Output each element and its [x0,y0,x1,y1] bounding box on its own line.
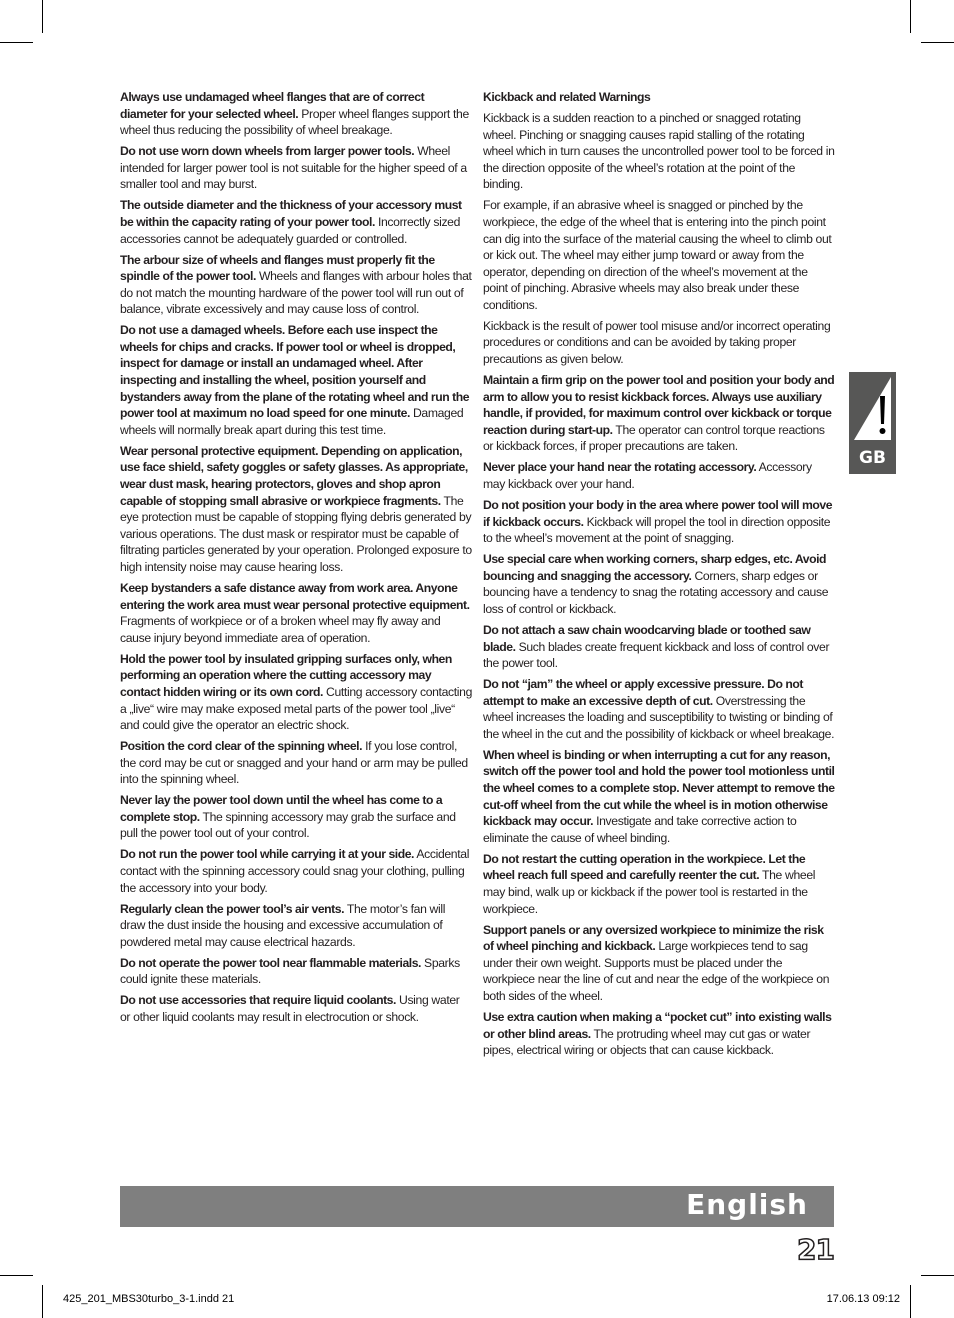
paragraph [120,955,472,988]
crop-mark [42,0,43,33]
paragraph-heading: Always use undamaged wheel flanges that are of correct diameter for your selected wheel. [120,90,425,121]
paragraph-heading: Do not use a damaged wheels. Before each use inspect the wheels for chips and cracks. If power tool or wheel is dropped, inspect for damage or install an undamaged wheel. After inspecting and installing the wheel, position yourself and bystanders away from the plane of the rotating wheel and run the power tool at maximum no load speed for one minute. [120,323,470,421]
paragraph-heading: Do not “jam” the wheel or apply excessive pressure. Do not attempt to make an excessive depth of cut. [483,677,803,708]
paragraph-text: Fragments of workpiece or of a broken wheel may fly away and cause injury beyond immediate area of operation. [120,614,441,645]
paragraph-text: The protruding wheel may cut gas or water pipes, electrical wiring or objects that can cause kickback. [483,1026,811,1058]
paragraph [483,372,835,455]
paragraph-text: Incorrectly sized accessories cannot be adequately guarded or controlled. [120,214,461,246]
paragraph-text: The spinning accessory may grab the surface and pull the power tool out of your control. [120,809,456,841]
left-column [120,89,472,1030]
paragraph [120,197,472,247]
slug-filename: 425_201_MBS30turbo_3-1.indd 21 [63,1293,235,1305]
paragraph [483,318,835,368]
paragraph-heading: The outside diameter and the thickness of your accessory must be within the capacity rating of your power tool. [120,198,462,229]
paragraph-text: Such blades create frequent kickback and loss of control over the power tool. [483,639,830,671]
paragraph [120,252,472,318]
slug-date: 17.06.13 09:12 [826,1293,900,1305]
paragraph-heading: Do not attach a saw chain woodcarving blade or toothed saw blade. [483,622,811,654]
paragraph [120,580,472,646]
paragraph-text: Wheels and flanges with arbour holes that do not match the mounting hardware of the power tool will run out of balance, vibrate excessively and may cause loss of control. [120,269,472,317]
crop-mark [921,1275,954,1276]
paragraph [120,443,472,576]
paragraph-heading: Kickback and related Warnings [483,90,651,104]
paragraph [120,89,472,139]
paragraph [483,197,835,313]
crop-mark [42,1285,43,1318]
paragraph-text: Kickback is the result of power tool misuse and/or incorrect operating procedures or conditions and can be avoided by taking proper precautions as given below. [483,318,831,367]
paragraph-heading: Use extra caution when making a “pocket cut” into existing walls or other blind areas. [483,1009,832,1041]
paragraph [120,143,472,193]
paragraph-text: Large workpieces tend to sag under their own weight. Supports must be placed under the workpiece near the line of cut and near the edge of the workpiece on both sides of the wheel. [483,939,830,1003]
paragraph [483,747,835,847]
paragraph-heading: Keep bystanders a safe distance away from work area. Anyone entering the work area must wear personal protective equipment. [120,580,470,612]
paragraph-text: The operator can control torque reactions or kickback forces, if proper precautions are taken. [483,422,825,454]
language-label: English [686,1188,808,1221]
paragraph-text: For example, if an abrasive wheel is snagged or pinched by the workpiece, the edge of the wheel that is entering into the pinch point can dig into the surface of the material causing the wheel to climb out or kick out. The wheel may either jump toward or away from the operator, depending on direction of the wheel’s movement at the point of pinching. Abrasive wheels may also break under these conditions. [483,198,832,312]
crop-mark [910,1285,911,1318]
paragraph-text: The wheel may bind, walk up or kickback if the power tool is restarted in the workpiece. [483,868,816,916]
paragraph [483,676,835,742]
paragraph-text: Accidental contact with the spinning accessory could snag your clothing, pulling the accessory into your body. [120,847,470,895]
language-tab [849,372,896,474]
paragraph [483,922,835,1005]
paragraph-text: The motor’s fan will draw the dust inside the housing and excessive accumulation of powdered metal may cause electrical hazards. [120,901,446,949]
paragraph-heading: Do not run the power tool while carrying it at your side. [120,847,414,862]
paragraph-text: The eye protection must be capable of stopping flying debris generated by various operations. The dust mask or respirator must be capable of filtrating particles generated by your operation. Prolonged exposure to high intensity noise may cause hearing loss. [120,493,472,574]
paragraph-heading: Regularly clean the power tool’s air vents. [120,901,345,916]
paragraph-text: Cutting accessory contacting a „live“ wire may make exposed metal parts of the power tool „live“ and could give the operator an electric shock. [120,684,473,733]
paragraph [483,851,835,917]
paragraph-heading: Support panels or any oversized workpiece to minimize the risk of wheel pinching and kickback. [483,922,824,954]
paragraph [120,651,472,734]
paragraph [483,1009,835,1059]
paragraph [483,497,835,547]
paragraph-heading: Hold the power tool by insulated gripping surfaces only, when performing an operation where the cutting accessory may contact hidden wiring or its own cord. [120,651,452,699]
paragraph-heading: The arbour size of wheels and flanges must properly fit the spindle of the power tool. [120,252,435,284]
paragraph-text: Kickback is a sudden reaction to a pinched or snagged rotating wheel. Pinching or snagging causes rapid stalling of the rotating wheel which in turn causes the uncontrolled power tool to be forced in the direction opposite of the wheel’s rotation at the point of the binding. [483,110,835,192]
warning-icon [851,374,894,444]
crop-mark [921,42,954,43]
paragraph-text: Using water or other liquid coolants may result in electrocution or shock. [120,993,460,1024]
paragraph-heading: Do not use worn down wheels from larger power tools. [120,144,415,159]
paragraph-heading: Do not restart the cutting operation in the workpiece. Let the wheel reach full speed and carefully reenter the cut. [483,851,806,883]
paragraph-text: Overstressing the wheel increases the loading and susceptibility to twisting or binding of the wheel in the cut and the possibility of kickback or wheel breakage. [483,693,835,741]
paragraph-heading: Wear personal protective equipment. Depending on application, use face shield, safety goggles or safety glasses. As appropriate, wear dust mask, hearing protectors, gloves and shop apron capable of stopping small abrasive or workpiece fragments. [120,443,468,508]
language-tab-label: GB [859,448,886,468]
paragraph-text: Proper wheel flanges support the wheel thus reducing the possibility of wheel breakage. [120,106,469,138]
paragraph [120,846,472,896]
paragraph-heading: Do not use accessories that require liquid coolants. [120,993,396,1008]
crop-mark [910,0,911,33]
paragraph [483,110,835,193]
paragraph [120,792,472,842]
paragraph-text: Accessory may kickback over your hand. [483,460,812,492]
language-bar [120,1186,834,1227]
paragraph-heading: Position the cord clear of the spinning wheel. [120,739,363,754]
paragraph [483,459,835,492]
paragraph-heading: Use special care when working corners, sharp edges, etc. Avoid bouncing and snagging the accessory. [483,552,827,583]
paragraph-heading: Do not position your body in the area where power tool will move if kickback occurs. [483,498,833,529]
paragraph [120,992,472,1025]
paragraph [483,622,835,672]
paragraph-heading: Do not operate the power tool near flammable materials. [120,955,421,970]
right-column [483,89,835,1063]
paragraph [120,738,472,788]
paragraph-heading: Never place your hand near the rotating accessory. [483,460,757,475]
paragraph-text: Corners, sharp edges or bouncing have a tendency to snag the rotating accessory and cause loss of control or kickback. [483,568,829,616]
paragraph [483,89,835,106]
paragraph-text: Investigate and take corrective action to eliminate the cause of wheel binding. [483,814,797,845]
crop-mark [0,42,33,43]
paragraph-heading: Maintain a firm grip on the power tool and position your body and arm to allow you to resist kickback forces. Always use auxiliary handle, if provided, for maximum control over kickback or torque reaction during start-up. [483,373,835,437]
paragraph-text: If you lose control, the cord may be cut or snagged and your hand or arm may be pulled into the spinning wheel. [120,739,468,787]
page-number: 21 [797,1233,834,1266]
paragraph-heading: Never lay the power tool down until the wheel has come to a complete stop. [120,793,443,824]
paragraph-text: Damaged wheels will normally break apart during this test time. [120,406,464,437]
paragraph [120,322,472,438]
crop-mark [0,1275,33,1276]
paragraph-text: Wheel intended for larger power tool is not suitable for the higher speed of a smaller tool and may burst. [120,144,467,192]
paragraph-heading: When wheel is binding or when interrupting a cut for any reason, switch off the power tool and hold the power tool motionless until the wheel comes to a complete stop. Never attempt to remove the cut-off wheel from the cut while the wheel is in motion otherwise kickback may occur. [483,747,835,829]
paragraph-text: Sparks could ignite these materials. [120,955,460,987]
paragraph [120,901,472,951]
paragraph-text: Kickback will propel the tool in direction opposite to the wheel’s movement at the point of snagging. [483,514,831,546]
paragraph [483,551,835,617]
